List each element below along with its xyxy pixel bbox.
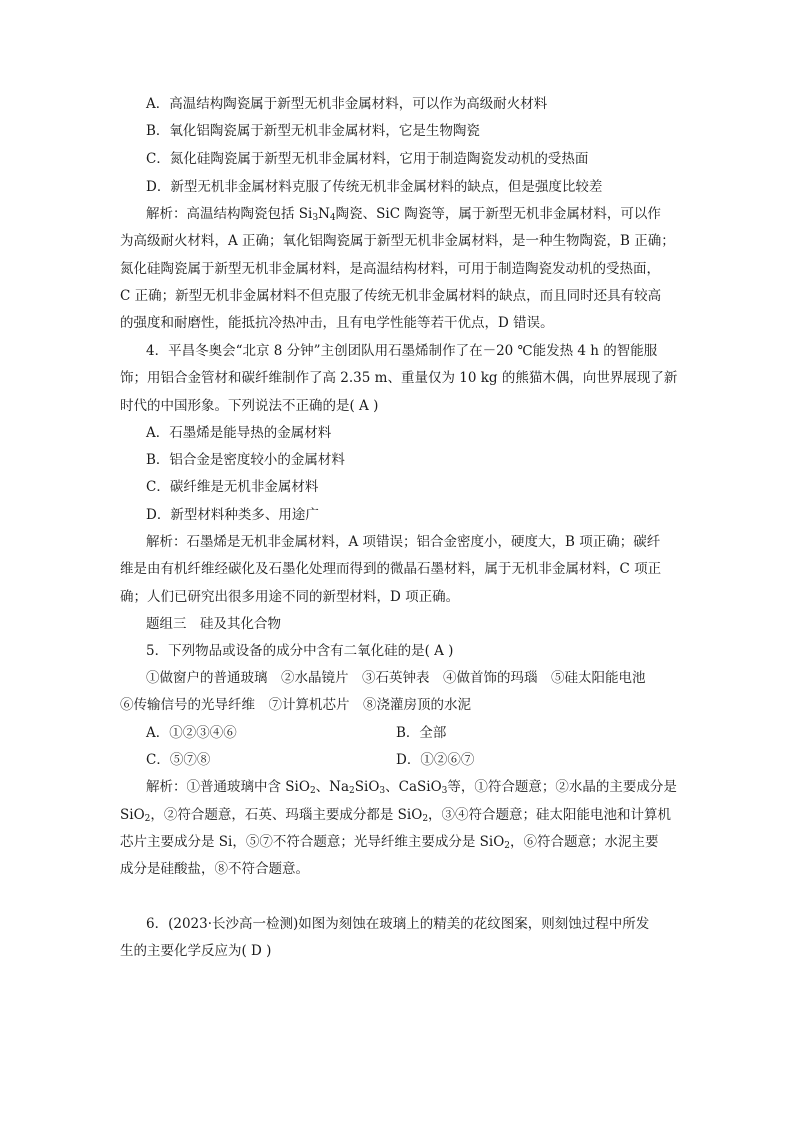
q4-option-a: A．石墨烯是能导热的金属材料 [146, 425, 332, 441]
section-heading: 题组三 硅及其化合物 [146, 616, 281, 632]
q5-analysis-line-4: 成分是硅酸盐，⑧不符合题意。 [120, 861, 309, 877]
q5-analysis-line-3: 芯片主要成分是 Si，⑤⑦不符合题意；光导纤维主要成分是 SiO$_2$，⑥符合题意；水泥主要 [120, 834, 659, 851]
q4-stem-line-1: 4．平昌冬奥会“北京 8 分钟”主创团队用石墨烯制作了在－20 ℃能发热 4 h 的智能服 [146, 343, 658, 359]
q3-analysis-line-5: 的强度和耐磨性，能抵抗冷热冲击，且有电学性能等若干优点，D 错误。 [120, 315, 554, 331]
q4-analysis-line-1: 解析：石墨烯是无机非金属材料，A 项错误；铝合金密度小，硬度大，B 项正确；碳纤 [146, 534, 661, 550]
q5-option-b: B．全部 [396, 725, 447, 741]
q5-stem: 5．下列物品或设备的成分中含有二氧化硅的是( A ) [146, 643, 454, 659]
q3-analysis-line-1: 解析：高温结构陶瓷包括 $Si_3N_4$陶瓷、SiC 陶瓷等，属于新型无机非金属材料，可以作 [146, 206, 661, 223]
q4-option-c: C．碳纤维是无机非金属材料 [146, 479, 319, 495]
q4-option-d: D．新型材料种类多、用途广 [146, 507, 319, 523]
q3-option-b: B．氧化铝陶瓷属于新型无机非金属材料，它是生物陶瓷 [146, 123, 480, 139]
q6-stem-line-1: 6．(2023·长沙高一检测)如图为刻蚀在玻璃上的精美的花纹图案，则刻蚀过程中所发 [146, 916, 650, 932]
q5-items-line-1: ①做窗户的普通玻璃 ②水晶镜片 ③石英钟表 ④做首饰的玛瑙 ⑤硅太阳能电池 [146, 670, 646, 686]
q3-option-c: C．氮化硅陶瓷属于新型无机非金属材料，它用于制造陶瓷发动机的受热面 [146, 151, 589, 167]
q6-stem-line-2: 生的主要化学反应为( D ) [120, 943, 272, 959]
q4-analysis-line-2: 维是由有机纤维经碳化及石墨化处理而得到的微晶石墨材料，属于无机非金属材料，C 项正 [120, 561, 662, 577]
q5-analysis-line-1: 解析：①普通玻璃中含 SiO$_2$、$Na_2SiO_3$、CaSiO$_3$等，①符合题意；②水晶的主要成分是 [146, 779, 677, 796]
q4-stem-line-2: 饰；用铝合金管材和碳纤维制作了高 2.35 m、重量仅为 10 kg 的熊猫木偶，向世界展现了新 [120, 370, 678, 386]
q3-option-d: D．新型无机非金属材料克服了传统无机非金属材料的缺点，但是强度比较差 [146, 179, 603, 195]
q5-option-c: C．⑤⑦⑧ [146, 752, 211, 768]
q3-option-a: A．高温结构陶瓷属于新型无机非金属材料，可以作为高级耐火材料 [146, 96, 548, 112]
q5-items-line-2: ⑥传输信号的光导纤维 ⑦计算机芯片 ⑧浇灌房顶的水泥 [120, 697, 471, 713]
q4-stem-line-3: 时代的中国形象。下列说法不正确的是( A ) [120, 398, 379, 414]
q5-option-a: A．①②③④⑥ [146, 725, 237, 741]
q3-analysis-line-4: C 正确；新型无机非金属材料不但克服了传统无机非金属材料的缺点，而且同时还具有较高 [120, 288, 662, 304]
q5-option-d: D．①②⑥⑦ [396, 752, 475, 768]
q3-analysis-line-3: 氮化硅陶瓷属于新型无机非金属材料，是高温结构材料，可用于制造陶瓷发动机的受热面， [120, 261, 660, 277]
q5-analysis-line-2: SiO$_2$，②符合题意，石英、玛瑙主要成分都是 SiO$_2$，③④符合题意；硅太阳能电池和计算机 [120, 807, 672, 824]
q5-options-row-1 [146, 723, 237, 743]
q3-analysis-line-2: 为高级耐火材料，A 正确；氧化铝陶瓷属于新型无机非金属材料，是一种生物陶瓷，B 正确； [120, 233, 675, 249]
q4-analysis-line-3: 确；人们已研究出很多用途不同的新型材料，D 项正确。 [120, 589, 460, 605]
q4-option-b: B．铝合金是密度较小的金属材料 [146, 452, 345, 468]
